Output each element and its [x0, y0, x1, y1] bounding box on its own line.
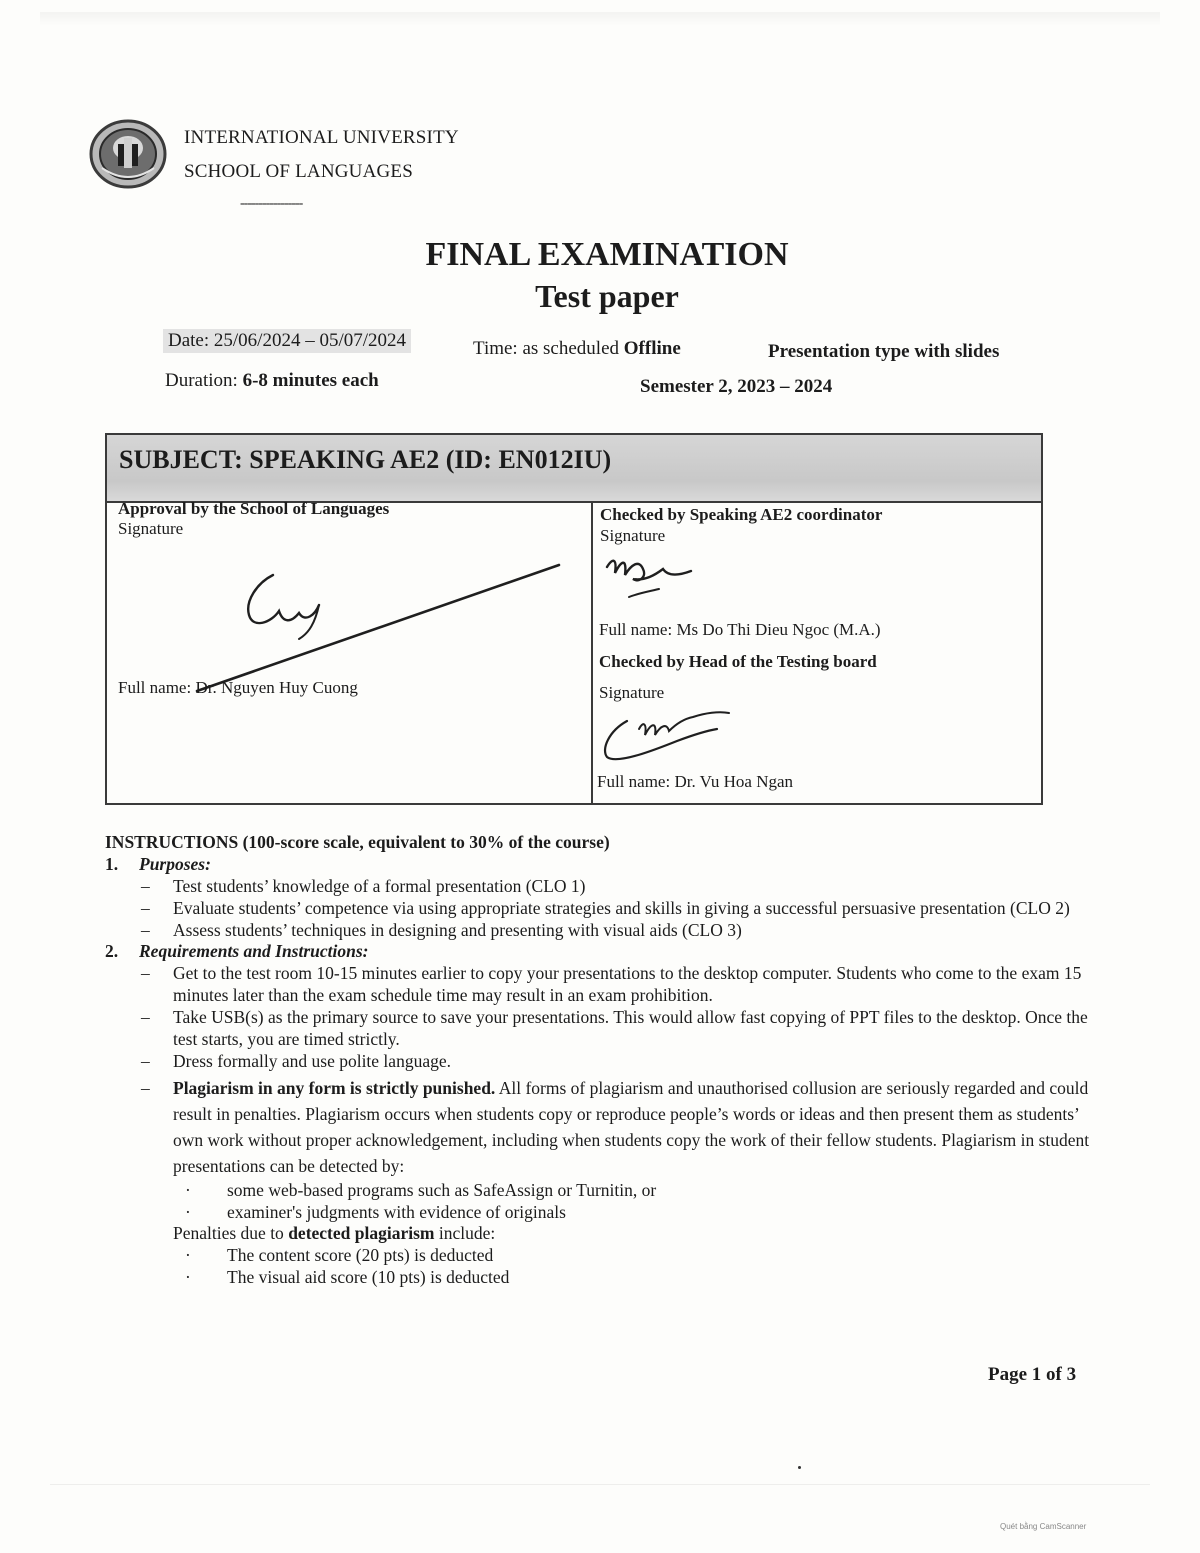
subject-header-band: [107, 435, 1041, 503]
exam-subtitle: Test paper: [535, 278, 679, 314]
requirement-item: – Dress formally and use polite language.: [141, 1050, 451, 1071]
coordinator-signature-label: Signature: [600, 526, 666, 545]
page-number: Page 1 of 3: [988, 1364, 1077, 1385]
requirements-number: 2.: [105, 941, 119, 962]
exam-duration: [165, 370, 379, 392]
subject-title: SUBJECT: SPEAKING AE2 (ID: EN012IU): [119, 445, 612, 474]
penalty-item: · The visual aid score (10 pts) is deducted: [185, 1267, 510, 1288]
coordinator-signature-icon: [599, 547, 709, 603]
institution-name: INTERNATIONAL UNIVERSITY: [184, 127, 459, 148]
duration-label: Duration:: [165, 370, 243, 391]
testing-board-signature-label: Signature: [599, 683, 665, 702]
semester: Semester 2, 2023 – 2024: [640, 376, 833, 397]
requirement-item: – Take USB(s) as the primary source to save your presentations. This would allow fast copying of PPT files to the desktop. Once the test starts, you are timed strictly.: [141, 1007, 1088, 1049]
detection-item: · some web-based programs such as SafeAssign or Turnitin, or: [185, 1179, 657, 1200]
scanner-watermark: Quét bằng CamScanner: [1000, 1522, 1087, 1531]
header-separator: -----------------: [240, 196, 303, 211]
testing-board-heading: Checked by Head of the Testing board: [599, 652, 877, 671]
purposes-heading: [105, 854, 1095, 876]
testing-board-full-name: Full name: Dr. Vu Hoa Ngan: [597, 772, 794, 791]
exam-time: [473, 338, 681, 360]
exam-title: FINAL EXAMINATION: [425, 236, 789, 273]
approval-full-name: Full name: Dr. Nguyen Huy Cuong: [118, 678, 358, 697]
scan-speck: [798, 1466, 801, 1469]
testing-board-signature-icon: [597, 701, 737, 771]
requirements-title: Requirements and Instructions:: [139, 941, 369, 962]
scan-edge-shadow: [40, 12, 1160, 26]
plagiarism-lead: Plagiarism in any form is strictly punished.: [173, 1077, 496, 1098]
coordinator-heading: Checked by Speaking AE2 coordinator: [600, 505, 883, 524]
requirement-item: – Get to the test room 10-15 minutes earlier to copy your presentations to the desktop computer. Students who come to the exam 15 minutes later than the exam schedule time may result in an exam prohibition.: [141, 963, 1082, 1006]
exam-mode: Offline: [623, 338, 681, 359]
plagiarism-text: All forms of plagiarism and unauthorised collusion are seriously regarded and could result in penalties. Plagiarism occurs when students copy or reproduce people’s words or ideas and then present them as students’ own work without proper acknowledgement, including when students copy the work of their fellow students. Plagiarism in student presentations can be detected by:: [173, 1077, 1090, 1177]
detection-item: · examiner's judgments with evidence of originals: [185, 1201, 566, 1222]
plagiarism-item: – Plagiarism in any form is strictly punished. All forms of plagiarism and unauthorised collusion are seriously regarded and could result in penalties. Plagiarism occurs when students copy or reproduce people’s words or ideas and then present them as students’ own work without proper acknowledgement, including when students copy the work of their fellow students. Plagiarism in student presentations can be detected by:: [141, 1077, 1090, 1177]
duration-value: 6-8 minutes each: [242, 370, 379, 391]
table-column-divider: [591, 503, 593, 803]
exam-date: Date: 25/06/2024 – 05/07/2024: [163, 329, 411, 353]
penalty-item: · The content score (20 pts) is deducted: [185, 1245, 494, 1266]
presentation-type: Presentation type with slides: [768, 341, 1000, 362]
approval-heading: Approval by the School of Languages: [118, 499, 390, 518]
requirements-heading: [105, 941, 1095, 963]
purposes-number: 1.: [105, 853, 119, 874]
purposes-title: Purposes:: [139, 853, 211, 874]
penalties-intro: Penalties due to detected plagiarism include:: [173, 1223, 496, 1244]
coordinator-full-name: Full name: Ms Do Thi Dieu Ngoc (M.A.): [599, 620, 881, 639]
instructions-heading: INSTRUCTIONS (100-score scale, equivalent to 30% of the course): [105, 832, 610, 852]
scan-bottom-edge: [50, 1484, 1150, 1485]
approval-signature-label: Signature: [118, 519, 184, 538]
university-seal-icon: [88, 118, 168, 190]
purpose-item: – Assess students’ techniques in designing and presenting with visual aids (CLO 3): [141, 919, 742, 940]
exam-time-label: Time: as scheduled: [473, 338, 620, 359]
school-name: SCHOOL OF LANGUAGES: [184, 161, 413, 182]
subject-approval-table: [105, 433, 1043, 805]
purpose-item: – Evaluate students’ competence via using appropriate strategies and skills in giving a successful persuasive presentation (CLO 2): [141, 897, 1070, 918]
instructions-section: [105, 832, 1095, 1289]
purpose-item: – Test students’ knowledge of a formal presentation (CLO 1): [141, 875, 586, 896]
